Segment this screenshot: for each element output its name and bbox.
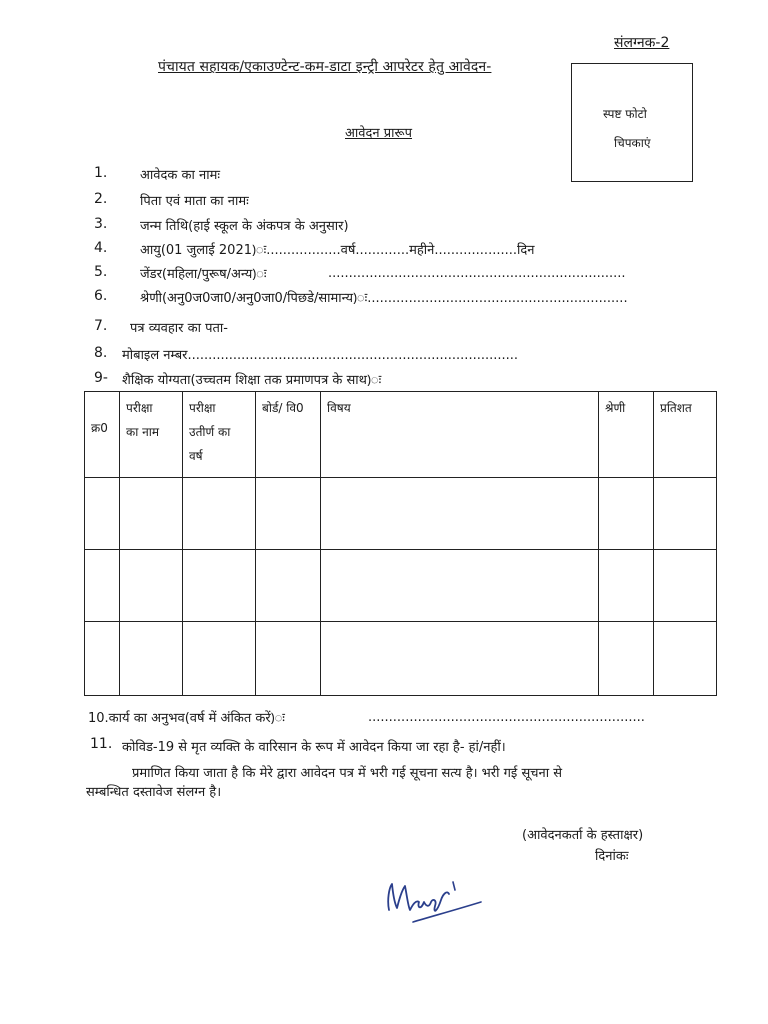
item-11-text: कोविड-19 से मृत व्यक्ति के वारिसान के रूप में आवेदन किया जा रहा है- हां/नहीं। xyxy=(122,740,506,755)
photo-instruction-1: स्पष्ट फोटो xyxy=(603,107,647,121)
table-cell[interactable] xyxy=(120,550,183,622)
table-cell[interactable] xyxy=(183,478,256,550)
table-cell[interactable] xyxy=(599,622,654,696)
photo-box xyxy=(571,63,693,182)
field-9-number: 9- xyxy=(94,370,108,386)
field-7-number: 7. xyxy=(94,318,108,334)
table-cell[interactable] xyxy=(321,622,599,696)
table-cell[interactable] xyxy=(599,550,654,622)
table-header-row xyxy=(85,392,717,478)
table-cell[interactable] xyxy=(256,550,321,622)
table-cell[interactable] xyxy=(599,478,654,550)
table-cell[interactable] xyxy=(120,622,183,696)
table-cell[interactable] xyxy=(321,478,599,550)
field-8-label: मोबाइल नम्बर................................................................................ xyxy=(122,348,519,363)
experience-label: 10.कार्य का अनुभव(वर्ष में अंकित करें)ः xyxy=(88,711,285,726)
table-cell[interactable] xyxy=(256,622,321,696)
field-6-label: श्रेणी(अनु0ज0जा0/अनु0जा0/पिछडे/सामान्य)ः............................................................... xyxy=(140,291,628,306)
table-cell[interactable] xyxy=(85,622,120,696)
field-1-label: आवेदक का नामः xyxy=(140,168,220,183)
field-8-number: 8. xyxy=(94,345,108,361)
photo-instruction-2: चिपकाएं xyxy=(614,136,651,150)
field-7-label: पत्र व्यवहार का पता- xyxy=(130,321,228,336)
field-2-number: 2. xyxy=(94,191,108,207)
education-table xyxy=(84,391,717,696)
table-cell[interactable] xyxy=(256,478,321,550)
declaration-line-1: प्रमाणित किया जाता है कि मेरे द्वारा आवेदन पत्र में भरी गई सूचना सत्य है। भरी गई सूचना से xyxy=(132,766,562,781)
signature-label: (आवेदनकर्ता के हस्ताक्षर) xyxy=(522,828,644,843)
field-1-number: 1. xyxy=(94,165,108,181)
table-cell[interactable] xyxy=(120,478,183,550)
table-cell[interactable] xyxy=(654,622,717,696)
form-title: पंचायत सहायक/एकाउण्टेन्ट-कम-डाटा इन्ट्री आपरेटर हेतु आवेदन- xyxy=(158,59,492,75)
header-exam-year: परीक्षा उतीर्ण का वर्ष xyxy=(183,392,256,478)
table-row xyxy=(85,550,717,622)
experience-dots: ................................................................... xyxy=(368,710,645,725)
annex-label: संलग्नक-2 xyxy=(614,35,670,51)
table-cell[interactable] xyxy=(654,550,717,622)
field-4-number: 4. xyxy=(94,240,108,256)
table-row xyxy=(85,622,717,696)
header-division: श्रेणी xyxy=(599,392,654,478)
form-heading: आवेदन प्रारूप xyxy=(345,126,413,141)
table-cell[interactable] xyxy=(321,550,599,622)
table-row xyxy=(85,478,717,550)
table-cell[interactable] xyxy=(654,478,717,550)
field-5-dots: ........................................................................ xyxy=(328,266,626,281)
declaration-line-2: सम्बन्धित दस्तावेज संलग्न है। xyxy=(86,785,222,800)
field-3-label: जन्म तिथि(हाई स्कूल के अंकपत्र के अनुसार) xyxy=(140,219,349,234)
handwritten-signature xyxy=(383,872,493,932)
header-serial: क्र0 xyxy=(85,392,120,478)
field-9-label: शैक्षिक योग्यता(उच्चतम शिक्षा तक प्रमाणपत्र के साथ)ः xyxy=(122,373,382,388)
header-exam-name: परीक्षा का नाम xyxy=(120,392,183,478)
field-5-label: जेंडर(महिला/पुरूष/अन्य)ः xyxy=(140,267,267,282)
field-4-label: आयु(01 जुलाई 2021)ः..................वर्ष.............महीने....................दिन xyxy=(140,243,535,258)
item-11-number: 11. xyxy=(90,736,113,752)
header-subject: विषय xyxy=(321,392,599,478)
table-cell[interactable] xyxy=(183,550,256,622)
date-label: दिनांकः xyxy=(595,849,629,864)
field-5-number: 5. xyxy=(94,264,108,280)
table-cell[interactable] xyxy=(85,550,120,622)
header-percentage: प्रतिशत xyxy=(654,392,717,478)
header-board: बोर्ड/ वि0 xyxy=(256,392,321,478)
field-6-number: 6. xyxy=(94,288,108,304)
table-cell[interactable] xyxy=(183,622,256,696)
table-cell[interactable] xyxy=(85,478,120,550)
field-2-label: पिता एवं माता का नामः xyxy=(140,194,249,209)
field-3-number: 3. xyxy=(94,216,108,232)
